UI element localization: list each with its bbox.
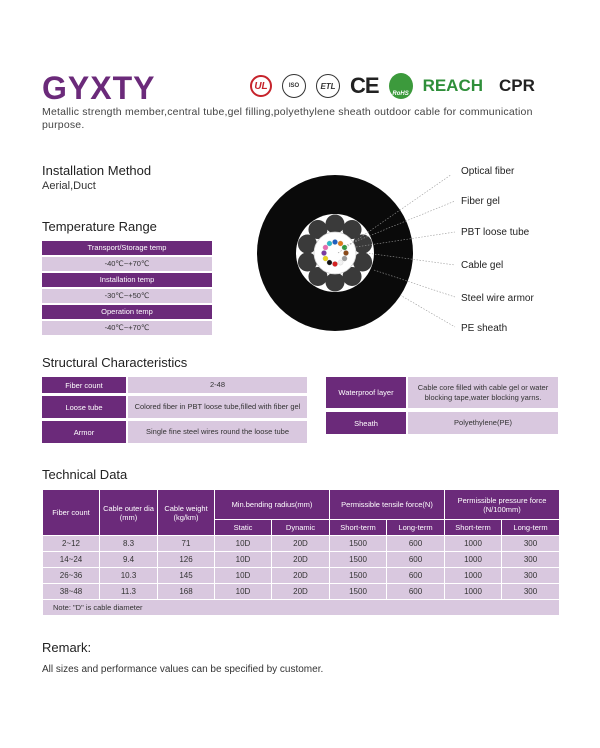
table-cell: 300 [502,536,560,552]
struct-label: Sheath [326,412,406,434]
table-cell: 8.3 [100,536,158,552]
technical-title: Technical Data [42,467,128,482]
table-row [43,568,560,584]
cpr-logo-icon: CPR [499,76,535,95]
remark-title: Remark: [42,640,92,655]
header-pressure-force: Permissible pressure force (N/100mm) [445,490,560,520]
table-cell: 1500 [330,536,387,552]
steel-wire [326,273,345,292]
header-outer-dia: Cable outer dia (mm) [100,490,158,536]
table-cell: 20D [272,568,330,584]
installation-value: Aerial,Duct [42,180,96,192]
struct-row-fiber-count [42,377,307,393]
table-cell: 600 [387,552,445,568]
header-tensile-force: Permissible tensile force(N) [330,490,445,520]
product-title: GYXTY [42,70,156,106]
optical-fiber [338,260,343,265]
table-cell: 26~36 [43,568,100,584]
technical-data-table [42,489,560,616]
temp-value-installation: -30℃~+50℃ [42,289,212,303]
table-note-row [43,600,560,616]
label-steel-wire-armor: Steel wire armor [461,293,534,304]
iso-logo-icon: ISO [282,74,306,98]
table-cell: 71 [158,536,215,552]
table-cell: 20D [272,552,330,568]
struct-value: 2-48 [128,377,307,393]
table-note: Note: "D" is cable diameter [43,600,560,616]
table-cell: 10.3 [100,568,158,584]
label-fiber-gel: Fiber gel [461,196,500,207]
installation-title: Installation Method [42,163,152,178]
label-pbt-loose-tube: PBT loose tube [461,227,530,238]
optical-fiber [321,250,326,255]
table-cell: 1500 [330,568,387,584]
optical-fiber [327,260,332,265]
rohs-logo-icon: RoHS [389,73,413,99]
header-long-term: Long-term [387,520,445,536]
table-cell: 10D [215,584,272,600]
table-cell: 20D [272,536,330,552]
optical-fiber [323,256,328,261]
table-cell: 600 [387,536,445,552]
header-long-term: Long-term [502,520,560,536]
header-static: Static [215,520,272,536]
struct-value: Colored fiber in PBT loose tube,filled with fiber gel [128,396,307,418]
temp-label-installation: Installation temp [42,273,212,287]
optical-fiber [332,261,337,266]
remark-text: All sizes and performance values can be specified by customer. [42,664,324,675]
pbt-loose-tube-shape [314,232,356,274]
steel-wire [326,215,345,234]
table-cell: 145 [158,568,215,584]
table-cell: 9.4 [100,552,158,568]
temp-label-transport: Transport/Storage temp [42,241,212,255]
optical-fiber [342,256,347,261]
optical-fiber [323,245,328,250]
table-cell: 300 [502,552,560,568]
table-cell: 11.3 [100,584,158,600]
table-row [43,552,560,568]
technical-table-body [43,536,560,616]
table-cell: 10D [215,568,272,584]
table-cell: 1000 [445,552,502,568]
struct-row-armor [42,421,307,443]
temp-value-operation: -40℃~+70℃ [42,321,212,335]
temperature-title: Temperature Range [42,219,157,234]
label-pe-sheath: PE sheath [461,323,508,334]
struct-row-waterproof [326,377,558,408]
temperature-table [42,241,212,335]
etl-logo-icon: ETL [316,74,340,98]
table-cell: 300 [502,568,560,584]
struct-label: Fiber count [42,377,126,393]
certification-logos [250,70,535,102]
table-row [43,536,560,552]
ce-logo-icon: CE [350,73,379,98]
table-cell: 20D [272,584,330,600]
table-cell: 126 [158,552,215,568]
struct-label: Armor [42,421,126,443]
table-cell: 1500 [330,584,387,600]
table-cell: 1000 [445,584,502,600]
cable-cross-section-diagram [250,175,580,350]
table-cell: 10D [215,552,272,568]
table-cell: 2~12 [43,536,100,552]
header-short-term: Short-term [445,520,502,536]
struct-value: Cable core filled with cable gel or water blocking tape,water blocking yarns. [408,377,558,408]
header-dynamic: Dynamic [272,520,330,536]
reach-logo-icon: REACH [422,76,484,95]
struct-value: Single fine steel wires round the loose tube [128,421,307,443]
struct-value: Polyethylene(PE) [408,412,558,434]
table-cell: 600 [387,568,445,584]
optical-fiber [343,250,348,255]
table-cell: 1000 [445,536,502,552]
table-cell: 300 [502,584,560,600]
table-cell: 1500 [330,552,387,568]
header-fiber-count: Fiber count [43,490,100,536]
table-cell: 168 [158,584,215,600]
temp-label-operation: Operation temp [42,305,212,319]
struct-label: Waterproof layer [326,377,406,408]
label-cable-gel: Cable gel [461,260,504,271]
struct-row-sheath [326,412,558,434]
table-row [43,584,560,600]
table-cell: 10D [215,536,272,552]
structural-title: Structural Characteristics [42,355,188,370]
table-cell: 38~48 [43,584,100,600]
struct-row-loose-tube [42,396,307,418]
optical-fiber [332,239,337,244]
struct-label: Loose tube [42,396,126,418]
table-cell: 1000 [445,568,502,584]
optical-fiber [338,241,343,246]
ul-logo-icon: UL [250,75,272,97]
table-cell: 600 [387,584,445,600]
product-description: Metallic strength member,central tube,gel filling,polyethylene sheath outdoor cable for communication purpose. [42,106,533,131]
header-weight: Cable weight (kg/km) [158,490,215,536]
header-short-term: Short-term [330,520,387,536]
label-optical-fiber: Optical fiber [461,166,515,177]
table-cell: 14~24 [43,552,100,568]
temp-value-transport: -40℃~+70℃ [42,257,212,271]
header-bending-radius: Min.bending radius(mm) [215,490,330,520]
optical-fiber [327,241,332,246]
